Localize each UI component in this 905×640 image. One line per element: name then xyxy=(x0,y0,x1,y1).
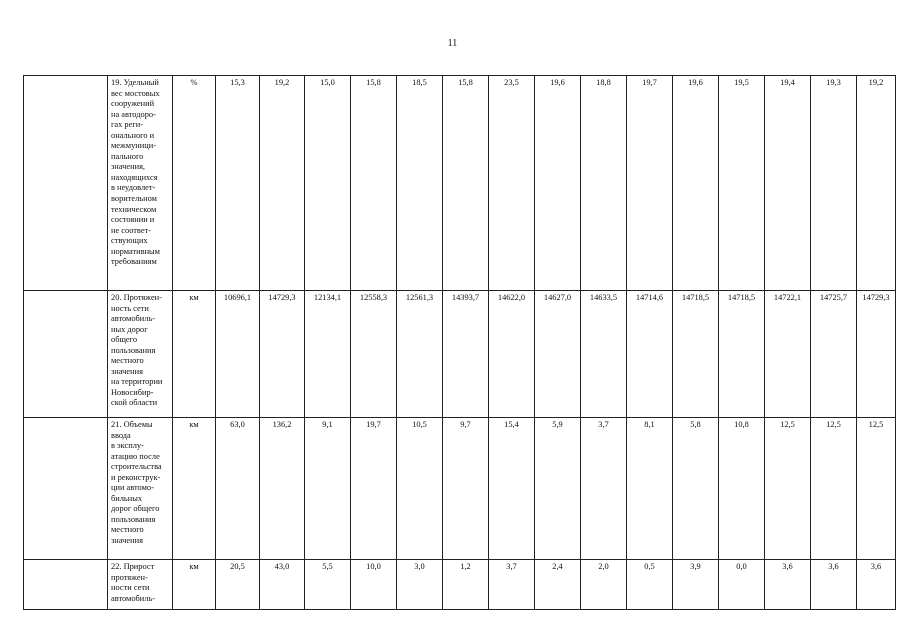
value-cell: 3,6 xyxy=(765,560,811,610)
value-cell: 15,0 xyxy=(305,76,351,291)
indicator-name-line: 21. Объемы xyxy=(111,420,153,429)
indicator-name-line: пального xyxy=(111,151,144,161)
indicator-name-line: протяжен- xyxy=(111,572,148,582)
value-cell: 14633,5 xyxy=(581,291,627,418)
value-cell: 19,5 xyxy=(719,76,765,291)
indicator-name-line: местного xyxy=(111,356,144,366)
indicator-name-line: ввода xyxy=(111,430,131,440)
value-cell: 2,4 xyxy=(535,560,581,610)
value-cell: 12134,1 xyxy=(305,291,351,418)
indicator-name-line: ворительном xyxy=(111,194,157,204)
indicator-name-line: вес мостовых xyxy=(111,88,160,98)
indicator-name-line: нормативным xyxy=(111,246,160,256)
value-cell: 3,6 xyxy=(811,560,857,610)
indicator-name-line: бильных xyxy=(111,493,143,503)
indicator-name-line: техническом xyxy=(111,204,157,214)
indicator-name-line: на автодоро- xyxy=(111,109,156,119)
value-cell: 15,8 xyxy=(443,76,489,291)
unit-cell: км xyxy=(173,560,216,610)
value-cell: 3,7 xyxy=(581,418,627,560)
page-number: 11 xyxy=(447,38,458,49)
value-cell: 3,7 xyxy=(489,560,535,610)
indicator-name-line: не соответ- xyxy=(111,225,152,235)
indicator-name-line: значения xyxy=(111,366,143,376)
value-cell: 9,7 xyxy=(443,418,489,560)
value-cell: 20,5 xyxy=(216,560,260,610)
value-cell: 12561,3 xyxy=(397,291,443,418)
value-cell: 3,0 xyxy=(397,560,443,610)
indicator-name-line: гах реги- xyxy=(111,120,144,130)
indicator-name-line: ции автомо- xyxy=(111,483,154,493)
value-cell: 3,6 xyxy=(857,560,896,610)
value-cell: 14718,5 xyxy=(719,291,765,418)
indicator-name-line: значения, xyxy=(111,162,146,172)
value-cell: 10,0 xyxy=(351,560,397,610)
empty-cell xyxy=(24,418,108,560)
indicator-name-line: Новосибир- xyxy=(111,387,154,397)
value-cell: 15,8 xyxy=(351,76,397,291)
indicator-name-cell xyxy=(108,560,173,610)
table-row xyxy=(24,291,896,418)
indicator-name-line: 19. Удельный xyxy=(111,78,159,87)
value-cell: 18,8 xyxy=(581,76,627,291)
indicator-name-line: местного xyxy=(111,525,144,535)
table-row xyxy=(24,418,896,560)
indicator-name-line: общего xyxy=(111,335,138,345)
value-cell: 9,1 xyxy=(305,418,351,560)
value-cell: 14714,6 xyxy=(627,291,673,418)
value-cell: 14722,1 xyxy=(765,291,811,418)
value-cell: 15,3 xyxy=(216,76,260,291)
indicator-name-line: ской области xyxy=(111,398,158,408)
empty-cell xyxy=(24,76,108,291)
value-cell: 14718,5 xyxy=(673,291,719,418)
indicator-name-line: 22. Прирост xyxy=(111,562,155,571)
indicator-name-cell xyxy=(108,291,173,418)
value-cell: 19,2 xyxy=(857,76,896,291)
indicator-name-line: автомобиль- xyxy=(111,314,156,324)
indicator-name-line: в неудовлет- xyxy=(111,183,156,193)
table-row xyxy=(24,560,896,610)
value-cell: 10696,1 xyxy=(216,291,260,418)
value-cell: 63,0 xyxy=(216,418,260,560)
value-cell: 19,4 xyxy=(765,76,811,291)
value-cell: 5,9 xyxy=(535,418,581,560)
indicator-name-line: ных дорог xyxy=(111,324,148,334)
value-cell: 14393,7 xyxy=(443,291,489,418)
value-cell: 136,2 xyxy=(260,418,305,560)
value-cell: 0,0 xyxy=(719,560,765,610)
indicator-name-cell xyxy=(108,418,173,560)
value-cell: 3,9 xyxy=(673,560,719,610)
value-cell: 14622,0 xyxy=(489,291,535,418)
value-cell: 14627,0 xyxy=(535,291,581,418)
value-cell: 14729,3 xyxy=(260,291,305,418)
value-cell: 12,5 xyxy=(811,418,857,560)
indicator-name-line: 20. Протяжен- xyxy=(111,293,162,302)
unit-cell: % xyxy=(173,76,216,291)
table-row xyxy=(24,76,896,291)
value-cell: 14725,7 xyxy=(811,291,857,418)
value-cell: 23,5 xyxy=(489,76,535,291)
indicator-name-line: находящихся xyxy=(111,172,158,182)
indicator-name-line: автомобиль- xyxy=(111,593,156,603)
value-cell: 2,0 xyxy=(581,560,627,610)
value-cell: 18,5 xyxy=(397,76,443,291)
value-cell: 15,4 xyxy=(489,418,535,560)
value-cell: 19,2 xyxy=(260,76,305,291)
indicator-name-cell xyxy=(108,76,173,291)
value-cell: 12558,3 xyxy=(351,291,397,418)
value-cell: 12,5 xyxy=(857,418,896,560)
value-cell: 5,8 xyxy=(673,418,719,560)
value-cell: 43,0 xyxy=(260,560,305,610)
indicator-name-line: состоянии и xyxy=(111,215,155,225)
indicators-table xyxy=(23,75,896,610)
indicator-name-line: сооружений xyxy=(111,99,155,109)
indicator-name-line: и реконструк- xyxy=(111,472,161,482)
indicator-name-line: пользования xyxy=(111,514,156,524)
value-cell: 12,5 xyxy=(765,418,811,560)
indicator-name-line: значения xyxy=(111,536,143,546)
value-cell: 0,5 xyxy=(627,560,673,610)
empty-cell xyxy=(24,560,108,610)
indicator-name-line: дорог общего xyxy=(111,504,160,514)
indicator-name-line: ствующих xyxy=(111,236,148,246)
indicator-name-line: ности сети xyxy=(111,583,150,593)
value-cell: 19,6 xyxy=(535,76,581,291)
value-cell: 19,6 xyxy=(673,76,719,291)
indicator-name-line: пользования xyxy=(111,345,156,355)
indicator-name-line: ность сети xyxy=(111,303,149,313)
value-cell: 14729,3 xyxy=(857,291,896,418)
indicator-name-line: в эксплу- xyxy=(111,441,144,451)
value-cell: 19,3 xyxy=(811,76,857,291)
value-cell: 19,7 xyxy=(627,76,673,291)
value-cell: 10,8 xyxy=(719,418,765,560)
indicator-name-line: строительства xyxy=(111,462,162,472)
indicator-name-line: на территории xyxy=(111,377,163,387)
indicator-name-line: атацию после xyxy=(111,451,160,461)
value-cell: 8,1 xyxy=(627,418,673,560)
indicator-name-line: требованиям xyxy=(111,257,157,267)
value-cell: 5,5 xyxy=(305,560,351,610)
value-cell: 10,5 xyxy=(397,418,443,560)
value-cell: 19,7 xyxy=(351,418,397,560)
value-cell: 1,2 xyxy=(443,560,489,610)
unit-cell: км xyxy=(173,418,216,560)
indicator-name-line: межмуници- xyxy=(111,141,157,151)
indicator-name-line: онального и xyxy=(111,130,155,140)
empty-cell xyxy=(24,291,108,418)
unit-cell: км xyxy=(173,291,216,418)
